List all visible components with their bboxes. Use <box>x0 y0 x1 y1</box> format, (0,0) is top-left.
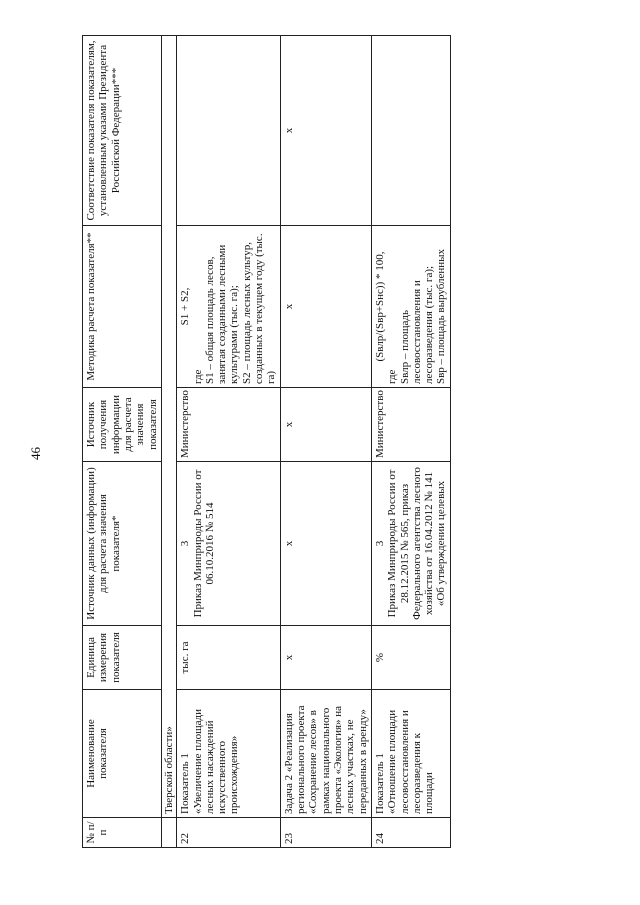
row-unit: % <box>371 626 450 690</box>
header-receive: Источник получения информации для расчета значения показателя <box>83 388 162 462</box>
header-match: Соответствие показателя показателям, установленным указами Президента Российской Федерации*** <box>83 36 162 226</box>
row-method <box>177 226 281 388</box>
formula-where: где <box>191 369 204 384</box>
row-receive: Министерство <box>371 388 450 462</box>
row-source: х <box>280 462 371 626</box>
page-number: 46 <box>28 447 43 460</box>
row-num: 24 <box>371 818 450 848</box>
section-prefix: Тверской области» <box>161 36 176 818</box>
table-row <box>177 36 281 848</box>
row-unit: х <box>280 626 371 690</box>
section-prefix-row <box>161 36 176 848</box>
row-method: х <box>280 226 371 388</box>
row-method <box>371 226 450 388</box>
table-row <box>280 36 371 848</box>
header-method: Методика расчета показателя** <box>83 226 162 388</box>
formula-definition: S1 – общая площадь лесов, занятая созданными лесными культурами (тыс. га); <box>203 244 241 384</box>
empty-cell <box>161 818 176 848</box>
row-match <box>177 36 281 226</box>
formula-definition: Sвлр – площадь лесовосстановления и лесоразведения (тыс. га); <box>398 265 436 384</box>
indicators-table <box>82 35 451 848</box>
row-match <box>371 36 450 226</box>
row-match: х <box>280 36 371 226</box>
row-receive: х <box>280 388 371 462</box>
row-source <box>371 462 450 626</box>
row-name: Показатель 1 «Увеличение площади лесных насаждений искусственного происхождения» <box>177 690 281 818</box>
formula-definition: S2 – площадь лесных культур, созданных в текущем году (тыс. га) <box>240 233 278 384</box>
source-number: 3 <box>373 540 386 547</box>
table-row <box>371 36 450 848</box>
header-unit: Единица измерения показателя <box>83 626 162 690</box>
formula-where: где <box>386 369 399 384</box>
source-text: Приказ Минприроды России от 06.10.2016 № 514 <box>191 469 216 618</box>
row-unit: тыс. га <box>177 626 281 690</box>
row-receive: Министерство <box>177 388 281 462</box>
header-num: № п/п <box>83 818 162 848</box>
document-table-rotated <box>82 36 587 848</box>
row-name: Показатель 1 «Отношение площади лесовосстановления и лесоразведения к площади <box>371 690 450 818</box>
source-number: 3 <box>179 540 192 547</box>
formula: (Sвлр/(Sвр+Sнс)) * 100, <box>373 251 386 362</box>
header-source: Источник данных (информации) для расчета значения показателя* <box>83 462 162 626</box>
row-num: 23 <box>280 818 371 848</box>
row-name: Задача 2 «Реализация регионального проекта «Сохранение лесов» в рамках национального проекта «Экология» на лесных участках, не переданных в аренду» <box>280 690 371 818</box>
header-name: Наименование показателя <box>83 690 162 818</box>
row-num: 22 <box>177 818 281 848</box>
formula: S1 + S2, <box>179 287 192 326</box>
formula-definition: Sвр – площадь вырубленных <box>435 248 448 384</box>
row-source <box>177 462 281 626</box>
source-text: Приказ Минприроды России от 28.12.2015 № 565, приказ Федерального агентства лесного хозяйства от 16.04.2012 № 141 «Об утверждении целевых <box>386 467 448 620</box>
table-header-row <box>83 36 162 848</box>
